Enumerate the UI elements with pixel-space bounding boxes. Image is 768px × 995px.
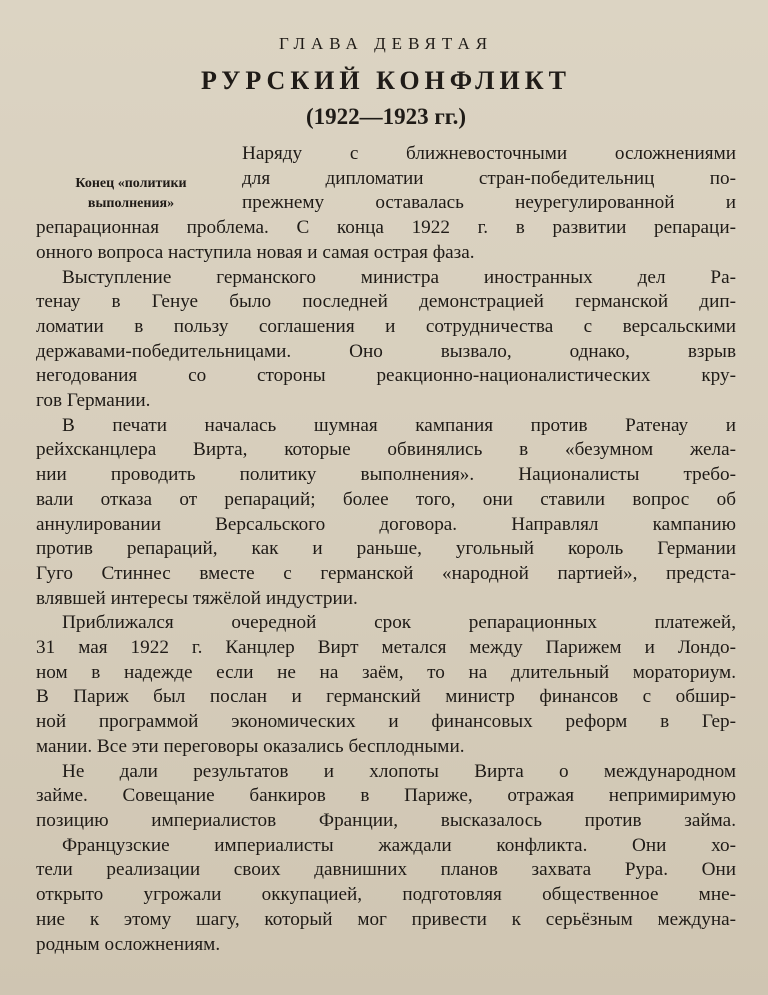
text-line: аннулировании Версальского договора. Направлял кампанию bbox=[36, 513, 736, 535]
text-line: В Париж был послан и германский министр финансов с обшир- bbox=[36, 686, 736, 708]
text-line: вали отказа от репараций; более того, они ставили вопрос об bbox=[36, 488, 736, 510]
text-line: державами-победительницами. Оно вызвало, однако, взрыв bbox=[36, 340, 736, 362]
text-line: для дипломатии стран-победительниц по- bbox=[242, 167, 736, 189]
text-line: гов Германии. bbox=[36, 390, 151, 412]
chapter-years: (1922—1923 гг.) bbox=[305, 104, 467, 129]
margin-note-line: выполнения» bbox=[87, 196, 175, 211]
text-line: против репараций, как и раньше, угольный король Германии bbox=[36, 538, 736, 560]
text-line: Не дали результатов и хлопоты Вирта о международном bbox=[62, 760, 736, 782]
text-line: ном в надежде если не на заём, то на длительный мораториум. bbox=[36, 661, 736, 683]
chapter-heading: ГЛАВА ДЕВЯТАЯ bbox=[278, 34, 494, 53]
chapter-title: РУРСКИЙ КОНФЛИКТ bbox=[201, 66, 571, 95]
text-line: Французские империалисты жаждали конфликта. Они хо- bbox=[62, 834, 736, 856]
text-line: ломатии в пользу соглашения и сотрудничества с версальскими bbox=[36, 315, 736, 337]
text-line: ной программой экономических и финансовых реформ в Гер- bbox=[36, 711, 736, 733]
text-line: Гуго Стиннес вместе с германской «народной партией», предста- bbox=[36, 562, 736, 584]
text-line: тели реализации своих давнишних планов захвата Рура. Они bbox=[36, 859, 736, 881]
text-line: Наряду с ближневосточными осложнениями bbox=[242, 143, 736, 164]
text-line: нии проводить политику выполнения». Националисты требо- bbox=[36, 464, 736, 486]
text-line: репарационная проблема. С конца 1922 г. в развитии репараци- bbox=[36, 217, 736, 239]
text-line: влявшей интересы тяжёлой индустрии. bbox=[36, 587, 358, 609]
text-line: мании. Все эти переговоры оказались бесплодными. bbox=[36, 735, 465, 757]
text-line: открыто угрожали оккупацией, подготовляя общественное мне- bbox=[36, 884, 736, 906]
text-line: онного вопроса наступила новая и самая острая фаза. bbox=[36, 241, 475, 263]
margin-note bbox=[42, 174, 220, 214]
text-line: позицию империалистов Франции, высказалось против займа. bbox=[36, 809, 736, 831]
text-line: Выступление германского министра иностранных дел Ра- bbox=[62, 266, 736, 288]
margin-note-line: Конец «политики bbox=[75, 176, 187, 191]
body-text bbox=[36, 142, 736, 957]
text-line: негодования со стороны реакционно-националистических кру- bbox=[36, 365, 736, 387]
text-line: рейхсканцлера Вирта, которые обвинялись в «безумном жела- bbox=[36, 439, 736, 461]
text-line: Приближался очередной срок репарационных платежей, bbox=[62, 612, 736, 634]
text-line: ние к этому шагу, который мог привести к серьёзным междуна- bbox=[36, 908, 736, 930]
text-line: тенау в Генуе было последней демонстрацией германской дип- bbox=[36, 291, 736, 313]
text-line: прежнему оставалась неурегулированной и bbox=[242, 192, 736, 214]
text-line: займе. Совещание банкиров в Париже, отражая непримиримую bbox=[36, 785, 736, 807]
text-line: родным осложнениям. bbox=[36, 933, 221, 955]
text-line: 31 мая 1922 г. Канцлер Вирт метался между Парижем и Лондо- bbox=[36, 637, 736, 659]
text-line: В печати началась шумная кампания против Ратенау и bbox=[62, 414, 736, 436]
